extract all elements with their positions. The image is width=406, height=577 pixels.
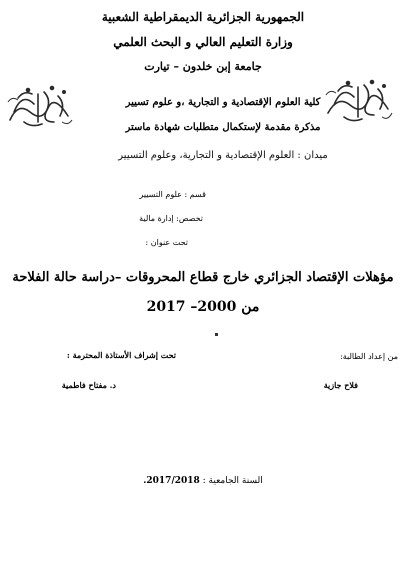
under-title-label: تحت عنوان : bbox=[145, 238, 188, 247]
academic-year-label: السنة الجامعية : bbox=[202, 476, 263, 486]
thesis-title-line2: من 2000– 2017 bbox=[146, 299, 260, 315]
center-dot-mark bbox=[215, 333, 218, 336]
student-label: من إعداد الطالبة: bbox=[340, 352, 398, 361]
field-statement: ميدان : العلوم الإقتصادية و التجارية، وعلوم التسيير bbox=[118, 150, 328, 161]
faculty-name: كلية العلوم الإقتصادية و التجارية ،و علوم تسيير bbox=[125, 97, 321, 108]
supervisor-name: د. مفتاح فاطمية bbox=[61, 380, 116, 390]
academic-year-value: 2017/2018. bbox=[143, 476, 200, 486]
specialty-line: تخصص: إدارة مالية bbox=[139, 214, 203, 223]
thesis-title-line1: مؤهلات الإقتصاد الجزائري خارج قطاع المحروقات –دراسة حالة الفلاحة bbox=[12, 270, 394, 285]
university-heading: جامعة إبن خلدون – تيارت bbox=[144, 60, 262, 73]
academic-year bbox=[0, 476, 406, 486]
student-name: فلاح جازية bbox=[323, 380, 358, 390]
republic-heading: الجمهورية الجزائرية الديمقراطية الشعبية bbox=[101, 10, 305, 24]
memo-statement: مذكرة مقدمة لإستكمال متطلبات شهادة ماستر bbox=[125, 122, 321, 133]
ministry-heading: وزارة التعليم العالي و البحث العلمي bbox=[113, 35, 293, 49]
supervisor-label: تحت إشراف الأستاذة المحترمة : bbox=[66, 350, 176, 360]
department-line: قسم : علوم التسيير bbox=[139, 190, 206, 199]
